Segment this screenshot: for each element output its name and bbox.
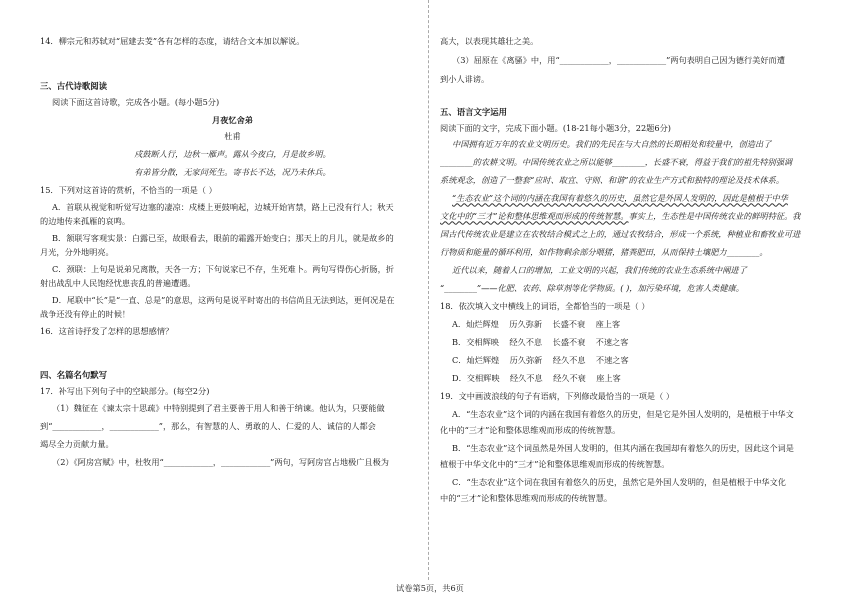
section-5-instruction: 阅读下面的文字，完成下面小题。(18-21每小题3分，22题6分)	[440, 122, 671, 133]
q17-part3-line1: （3）屈原在《离骚》中，用“____________，____________”两句表明自己因为德行美好而遭	[452, 55, 785, 65]
q17-part1-line2: 到“____________，____________”，那么，有智慧的人、勇敢的人、仁爱的人、诚信的人都会	[40, 421, 376, 431]
question-17: 17．补写出下列句子中的空缺部分。(每空2分)	[40, 386, 210, 396]
passage-p1-line1: 中国拥有近万年的农业文明历史。我们的先民在与大自然的长期相处和较量中，创造出了	[452, 138, 772, 149]
q18-option-c: C．灿烂辉煌 历久弥新 经久不息 不速之客	[452, 354, 629, 365]
q15-option-b-line2: 月光，分外地明亮。	[40, 246, 114, 257]
question-19: 19．文中画波浪线的句子有语病，下列修改最恰当的一项是（ ）	[440, 390, 675, 401]
passage-p2-line3: 国古代传统农业是建立在农牧结合模式之上的，通过农牧结合，形成一个系统，种植业和畜牧业可进	[440, 228, 801, 239]
q19-option-b-line2: 植根于中华文化中的“三才”论和整体思维观而形成的传统智慧。	[440, 458, 670, 469]
q17-part1-line1: （1）魏征在《谏太宗十思疏》中特别提到了君主要善于用人和善于纳谏。他认为，只要能做	[52, 403, 385, 413]
q19-option-c-line2: 中的“三才”论和整体思维观而形成的传统智慧。	[440, 492, 613, 503]
passage-p1-line2: ________的农耕文明。中国传统农业之所以能够________，长盛不衰，得益于我们的祖先特别强调	[440, 156, 793, 167]
q15-option-d-line1: D．尾联中“长”是“一直、总是”的意思，这两句是说平时寄出的书信尚且无法到达，更何况是在	[52, 294, 395, 305]
q17-part1-line3: 竭尽全力贡献力量。	[40, 439, 114, 449]
wavy-sentence-part2: 文化中的“三才”论和整体思维观而形成的传统智慧。	[440, 210, 629, 221]
left-column	[40, 36, 425, 467]
passage-p2-line1	[440, 193, 825, 203]
passage-p2-line2-rest: 事实上，生态性是中国传统农业的鲜明特征。我	[628, 210, 801, 221]
section-3-title: 三、古代诗歌阅读	[40, 80, 107, 91]
q15-option-d-line2: 战争还没有停止的时候！	[40, 308, 131, 319]
passage-p2-line4: 行物质和能量的循环利用，如作物剩余部分喂猪，猪粪肥田，从而保持土壤肥力________。	[440, 246, 768, 257]
poem-line-2: 有弟皆分散，无家问死生。寄书长不达，况乃未休兵。	[134, 166, 331, 177]
poem-title: 月夜忆舍弟	[212, 114, 253, 125]
q15-option-c-line2: 射出战乱中人民饱经忧患丧乱的普遍遭遇。	[40, 277, 196, 288]
section-3-instruction: 阅读下面这首诗歌，完成各小题。(每小题5分)	[52, 96, 220, 107]
passage-p1-line3: 系统观念，创造了一整套“应时、取宜、守则、和谐”的农业生产方式和独特的理论及技术体系。	[440, 174, 785, 185]
q17-part2-line2: 高大，以表现其雄壮之美。	[440, 36, 539, 46]
page-footer: 试卷第5页，共6页	[396, 583, 464, 593]
poem-author: 杜甫	[224, 130, 241, 141]
q17-part2-line1: （2）《阿房宫赋》中，杜牧用“____________，____________”两句，写阿房宫占地极广且极为	[52, 457, 389, 467]
q19-option-a-line1: A．“生态农业”这个词的内涵在我国有着悠久的历史，但是它是外国人发明的，是植根于中华文	[452, 408, 794, 419]
q15-option-b-line1: B．颔联写客观实景：白露已至，故眼看去，眼前的霜露开始变白；那天上的月儿，就是故乡的	[52, 232, 394, 243]
section-4-title: 四、名篇名句默写	[40, 370, 107, 380]
q15-option-a-line2: 的边地传来孤雁的哀鸣。	[40, 215, 131, 226]
passage-p2-line2	[440, 211, 825, 221]
passage-p3-line1: 近代以来，随着人口的增加，工业文明的兴起，我们传统的农业生态系统中阐进了	[452, 264, 747, 275]
question-18: 18．依次填入文中横线上的词语，全都恰当的一项是（ ）	[440, 300, 650, 311]
q17-part3-line2: 到小人诽谤。	[440, 74, 490, 84]
q19-option-c-line1: C．“生态农业”这个词在我国有着悠久的历史，虽然它是外国人发明的，但是植根于中华文化	[452, 476, 786, 487]
section-5-title: 五、语言文字运用	[440, 106, 507, 117]
wavy-sentence-part1: “生态农业”这个词的内涵在我国有着悠久的历史，虽然它是外国人发明的，因此是植根于中华	[452, 192, 788, 203]
q19-option-b-line1: B．“生态农业”这个词虽然是外国人发明的，但其内涵在我国却有着悠久的历史，因此这个词是	[452, 442, 794, 453]
q18-option-b: B．交相辉映 经久不息 长盛不衰 不速之客	[452, 336, 629, 347]
column-divider	[428, 0, 429, 580]
poem-line-1: 戍鼓断人行，边秋一雁声。露从今夜白，月是故乡明。	[134, 148, 331, 159]
question-16: 16．这首诗抒发了怎样的思想感情？	[40, 325, 174, 336]
q18-option-d: D．交相辉映 经久不息 经久不衰 座上客	[452, 372, 621, 383]
passage-p3-line2: “________”——化肥、农药、除草剂等化学物质。( )，加污染环境，危害人类健康。	[440, 282, 744, 293]
q18-option-a: A．灿烂辉煌 历久弥新 长盛不衰 座上客	[452, 318, 621, 329]
q19-option-a-line2: 化中的“三才”论和整体思维观而形成的传统智慧。	[440, 424, 621, 435]
question-15: 15．下列对这首诗的赏析，不恰当的一项是（ ）	[40, 184, 217, 195]
q15-option-c-line1: C．颈联：上句是说弟兄离散，天各一方；下句说家已不存，生死难卜。两句写得伤心折肠，折	[52, 263, 394, 274]
q15-option-a-line1: A．首联从视觉和听觉写边塞的凄凉：戍楼上更鼓响起，边城开始宵禁，路上已没有行人；秋天	[52, 201, 394, 212]
right-column	[440, 36, 825, 503]
question-14: 14．柳宗元和苏轼对“屈建去芰”各有怎样的态度，请结合文本加以解说。	[40, 36, 305, 46]
